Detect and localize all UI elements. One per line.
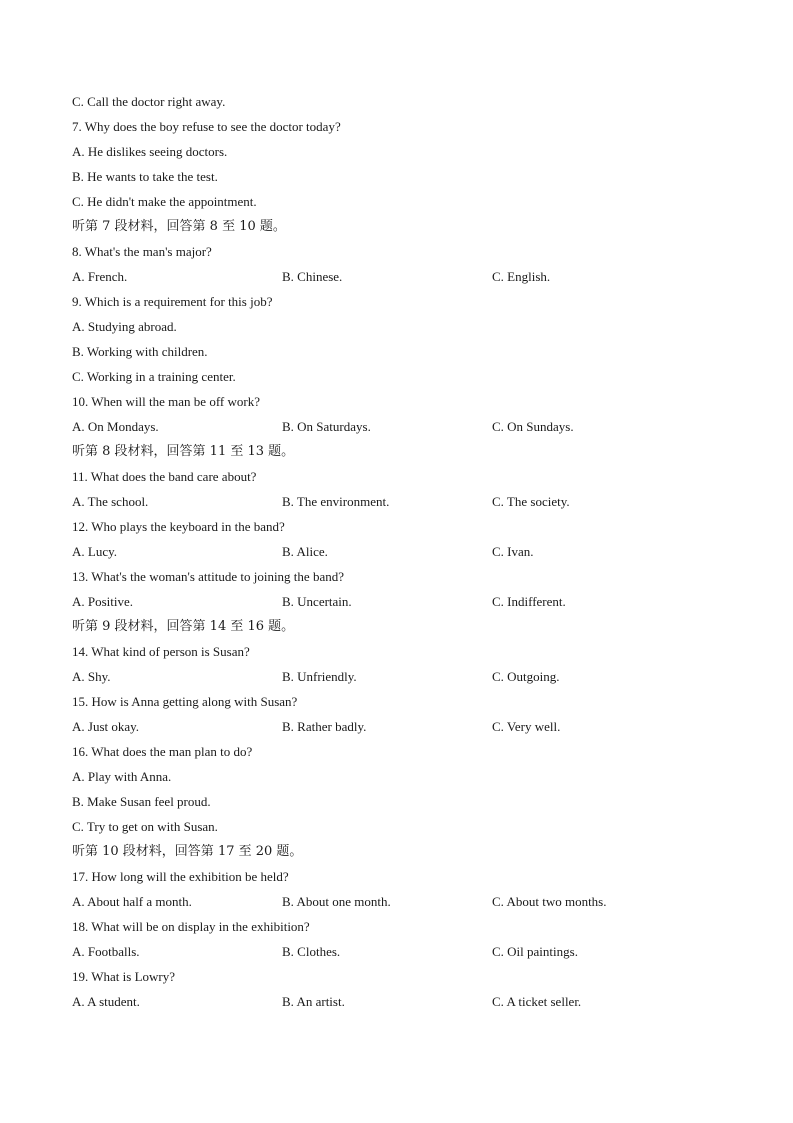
option-a: A. Shy.: [72, 669, 111, 684]
text-line: C. Working in a training center.: [72, 369, 236, 384]
text-line: B. He wants to take the test.: [72, 169, 218, 184]
option-c: C. The society.: [492, 494, 570, 509]
text-line: B. Make Susan feel proud.: [72, 794, 211, 809]
text-line: C. Call the doctor right away.: [72, 94, 226, 109]
option-row: [72, 491, 722, 516]
option-c: C. English.: [492, 269, 551, 284]
option-row: [72, 941, 722, 966]
option-b: B. The environment.: [282, 494, 390, 509]
text-line: A. Play with Anna.: [72, 769, 172, 784]
option-b: B. On Saturdays.: [282, 419, 371, 434]
text-line: 15. How is Anna getting along with Susan?: [72, 694, 298, 709]
question-list: [72, 91, 722, 1016]
option-a: A. Positive.: [72, 594, 134, 609]
text-line: 11. What does the band care about?: [72, 469, 257, 484]
option-a: A. Just okay.: [72, 719, 140, 734]
option-row: [72, 991, 722, 1016]
text-line: 10. When will the man be off work?: [72, 394, 260, 409]
option-b: B. Uncertain.: [282, 594, 352, 609]
text-line: 8. What's the man's major?: [72, 244, 212, 259]
section-instruction: 听第 10 段材料，回答第 17 至 20 题。: [72, 844, 303, 859]
option-c: C. About two months.: [492, 894, 607, 909]
text-line: B. Working with children.: [72, 344, 208, 359]
option-row: [72, 716, 722, 741]
option-row: [72, 666, 722, 691]
section-instruction: 听第 7 段材料，回答第 8 至 10 题。: [72, 219, 286, 234]
option-b: B. Unfriendly.: [282, 669, 357, 684]
text-line: 12. Who plays the keyboard in the band?: [72, 519, 285, 534]
text-line: A. Studying abroad.: [72, 319, 177, 334]
option-c: C. Outgoing.: [492, 669, 560, 684]
text-line: C. Try to get on with Susan.: [72, 819, 218, 834]
option-c: C. A ticket seller.: [492, 994, 582, 1009]
option-a: A. About half a month.: [72, 894, 192, 909]
option-a: A. French.: [72, 269, 128, 284]
option-c: C. On Sundays.: [492, 419, 574, 434]
option-a: A. Lucy.: [72, 544, 118, 559]
text-line: 16. What does the man plan to do?: [72, 744, 253, 759]
text-line: 19. What is Lowry?: [72, 969, 176, 984]
option-b: B. Rather badly.: [282, 719, 367, 734]
option-c: C. Indifferent.: [492, 594, 566, 609]
option-b: B. An artist.: [282, 994, 345, 1009]
text-line: 17. How long will the exhibition be held?: [72, 869, 289, 884]
text-line: 14. What kind of person is Susan?: [72, 644, 250, 659]
text-line: 9. Which is a requirement for this job?: [72, 294, 273, 309]
section-instruction: 听第 8 段材料，回答第 11 至 13 题。: [72, 444, 295, 459]
text-line: 18. What will be on display in the exhibition?: [72, 919, 310, 934]
option-c: C. Very well.: [492, 719, 561, 734]
text-line: 13. What's the woman's attitude to joining the band?: [72, 569, 344, 584]
option-row: [72, 266, 722, 291]
option-a: A. Footballs.: [72, 944, 140, 959]
option-row: [72, 591, 722, 616]
option-b: B. Clothes.: [282, 944, 341, 959]
option-b: B. About one month.: [282, 894, 391, 909]
text-line: 7. Why does the boy refuse to see the doctor today?: [72, 119, 341, 134]
option-a: A. A student.: [72, 994, 140, 1009]
option-c: C. Oil paintings.: [492, 944, 578, 959]
option-row: [72, 416, 722, 441]
text-line: A. He dislikes seeing doctors.: [72, 144, 228, 159]
option-row: [72, 891, 722, 916]
option-b: B. Alice.: [282, 544, 328, 559]
option-c: C. Ivan.: [492, 544, 534, 559]
option-a: A. On Mondays.: [72, 419, 159, 434]
option-a: A. The school.: [72, 494, 149, 509]
text-line: C. He didn't make the appointment.: [72, 194, 257, 209]
section-instruction: 听第 9 段材料，回答第 14 至 16 题。: [72, 619, 295, 634]
option-row: [72, 541, 722, 566]
option-b: B. Chinese.: [282, 269, 343, 284]
